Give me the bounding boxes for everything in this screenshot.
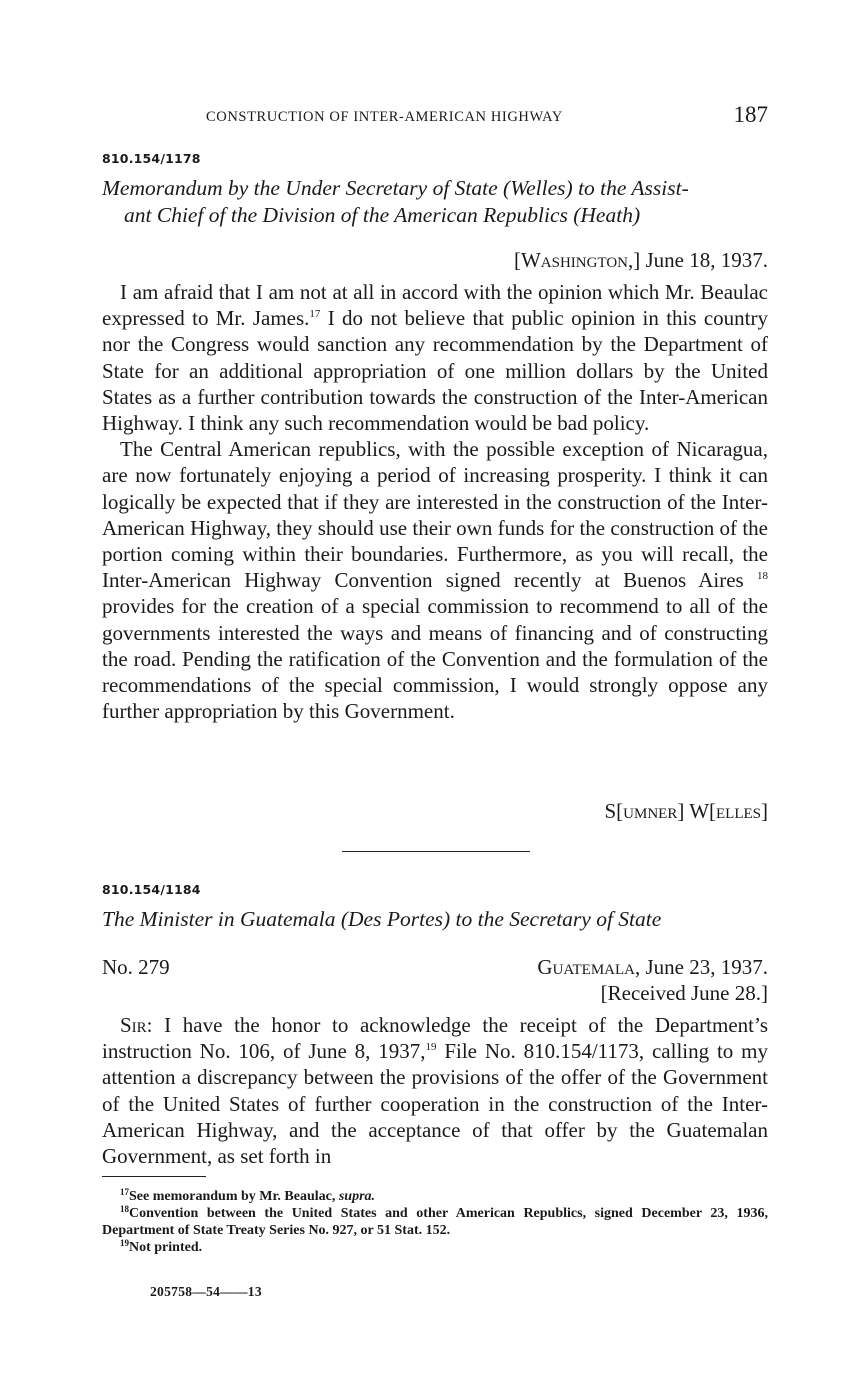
despatch-title: The Minister in Guatemala (Des Portes) to the Secretary of State bbox=[102, 907, 662, 931]
print-code: 205758—54——13 bbox=[150, 1284, 262, 1299]
dateline-place: Guatemala, bbox=[537, 955, 641, 979]
dateline-date: June 23, 1937. bbox=[645, 955, 768, 979]
memorandum-title-line-2: ant Chief of the Division of the American Republics (Heath) bbox=[124, 203, 641, 227]
signature: S[umner] W[elles] bbox=[604, 799, 768, 823]
despatch-body bbox=[102, 1012, 768, 1169]
despatch-dateline bbox=[537, 955, 768, 980]
despatch-number: No. 279 bbox=[102, 955, 170, 979]
memorandum-paragraph: The Central American republics, with the possible exception of Nicaragua, are now fortunately enjoying a period of increasing prosperity. I think it can logically be expected that if they are interested in the construction of the Inter-American Highway, they should use their own funds for the construction of the portion coming within their boundaries. Furthermore, as you will recall, the Inter-American Highway Convention signed recently at Buenos Aires $^{18}$ provides for the creation of a special commission to recommend to all of the governments interested the ways and means of financing and of constructing the road. Pending the ratification of the Convention and the formulation of the recommendations of the special commission, I would strongly oppose any further appropriation by this Government. bbox=[102, 437, 768, 724]
footnote-ref: 17 bbox=[309, 308, 321, 321]
footnotes bbox=[102, 1188, 768, 1256]
dateline-date: June 18, 1937. bbox=[645, 248, 768, 272]
memorandum-paragraph: I am afraid that I am not at all in accord with the opinion which Mr. Beaulac expressed to Mr. James.$^{17}$ I do not believe that public opinion in this country nor the Congress would sanction any recommendation by the Department of State for an additional appropriation of one million dollars by the United States as a further contribution towards the construction of the Inter-American Highway. I think any such recommendation would be bad policy. bbox=[102, 280, 769, 436]
footnote-rule bbox=[102, 1176, 206, 1177]
memorandum-title bbox=[102, 175, 768, 229]
footnote: $^{18}$Convention between the United States and other American Republics, signed December 23, 1936, Department of State Treaty Series No. 927, or 51 Stat. 152. bbox=[102, 1204, 768, 1238]
despatch-paragraph: Sir: I have the honor to acknowledge the receipt of the Department’s instruction No. 106, of June 8, 1937,19 File No. 810.154/1173, calling to my attention a discrepancy between the provisions of the offer of the Government of the United States of further cooperation in the construction of the Inter-American Highway, and the acceptance of that offer by the Guatemalan Government, as set forth in bbox=[102, 1013, 768, 1169]
dateline-place: [Washington,] bbox=[513, 248, 641, 272]
footnote: $^{19}$Not printed. bbox=[120, 1238, 203, 1255]
memorandum-dateline bbox=[514, 248, 768, 273]
received-date: [Received June 28.] bbox=[600, 981, 768, 1005]
footnote: $^{17}$See memorandum by Mr. Beaulac, supra. bbox=[120, 1187, 376, 1204]
salutation: Sir: bbox=[120, 1013, 153, 1037]
memorandum-body bbox=[102, 279, 768, 724]
file-number: 810.154/1184 bbox=[102, 882, 201, 897]
footnote-ref: 19 bbox=[425, 1041, 437, 1054]
page-number: 187 bbox=[733, 102, 768, 127]
footnote-ref: 18 bbox=[757, 570, 768, 583]
file-number: 810.154/1178 bbox=[102, 151, 201, 166]
memorandum-title-line-1: Memorandum by the Under Secretary of State (Welles) to the Assist- bbox=[102, 176, 689, 200]
running-title: CONSTRUCTION OF INTER-AMERICAN HIGHWAY bbox=[206, 109, 563, 125]
section-divider bbox=[342, 851, 530, 852]
page-header bbox=[102, 102, 768, 132]
